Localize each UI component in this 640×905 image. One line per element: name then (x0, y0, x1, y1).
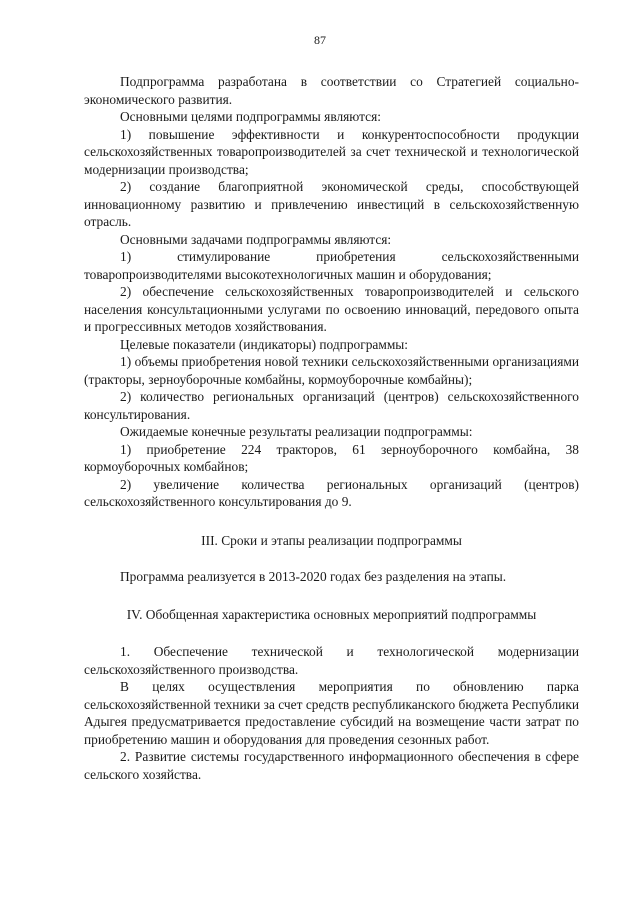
paragraph-indicators-intro: Целевые показатели (индикаторы) подпрограммы: (120, 336, 409, 352)
paragraph-task-1: 1) стимулирование приобретения сельскохозяйственными товаропроизводителями высокотехнологичных машин и оборудования; (84, 249, 579, 282)
paragraph-goal-2: 2) создание благоприятной экономической среды, способствующей инновационному развитию и привлечению инвестиций в сельскохозяйственную отрасль. (84, 179, 579, 229)
paragraph-strategy: Подпрограмма разработана в соответствии со Стратегией социально-экономического развития. (84, 74, 579, 107)
paragraph-indicator-2: 2) количество региональных организаций (центров) сельскохозяйственного консультирования. (84, 389, 579, 422)
paragraph-indicator-1: 1) объемы приобретения новой техники сельскохозяйственными организациями (тракторы, зерноуборочные комбайны, кормоуборочные комбайны); (84, 354, 579, 387)
paragraph-results-intro: Ожидаемые конечные результаты реализации подпрограммы: (120, 424, 473, 439)
section-heading-3: III. Сроки и этапы реализации подпрограммы (201, 532, 462, 548)
paragraph-subsidies: В целях осуществления мероприятия по обновлению парка сельскохозяйственной техники за счет средств республиканского бюджета Республики Адыгея предусматривается предоставление субсидий на возмещение части затрат по приобретению машин и оборудования для проведения сезонных работ. (84, 679, 579, 747)
paragraph-measure-1: 1. Обеспечение технической и технологической модернизации сельскохозяйственного производства. (84, 644, 579, 677)
section-heading-4: IV. Обобщенная характеристика основных мероприятий подпрограммы (126, 606, 537, 622)
paragraph-result-1: 1) приобретение 224 тракторов, 61 зерноуборочного комбайна, 38 кормоуборочных комбайнов; (84, 441, 579, 474)
document-body (84, 73, 579, 783)
page-number: 87 (314, 33, 326, 47)
paragraph-timeline: Программа реализуется в 2013-2020 годах без разделения на этапы. (120, 569, 507, 584)
paragraph-goals-intro: Основными целями подпрограммы являются: (120, 109, 381, 124)
paragraph-measure-2: 2. Развитие системы государственного информационного обеспечения в сфере сельского хозяйства. (84, 749, 579, 782)
paragraph-task-2: 2) обеспечение сельскохозяйственных товаропроизводителей и сельского населения консультационными услугами по освоению инноваций, передового опыта и прогрессивных методов хозяйствования. (84, 284, 579, 334)
paragraph-goal-1: 1) повышение эффективности и конкурентоспособности продукции сельскохозяйственных товаропроизводителей за счет технической и технологической модернизации производства; (84, 126, 579, 177)
paragraph-tasks-intro: Основными задачами подпрограммы являются: (120, 231, 392, 247)
paragraph-result-2: 2) увеличение количества региональных организаций (центров) сельскохозяйственного консультирования до 9. (84, 476, 579, 509)
